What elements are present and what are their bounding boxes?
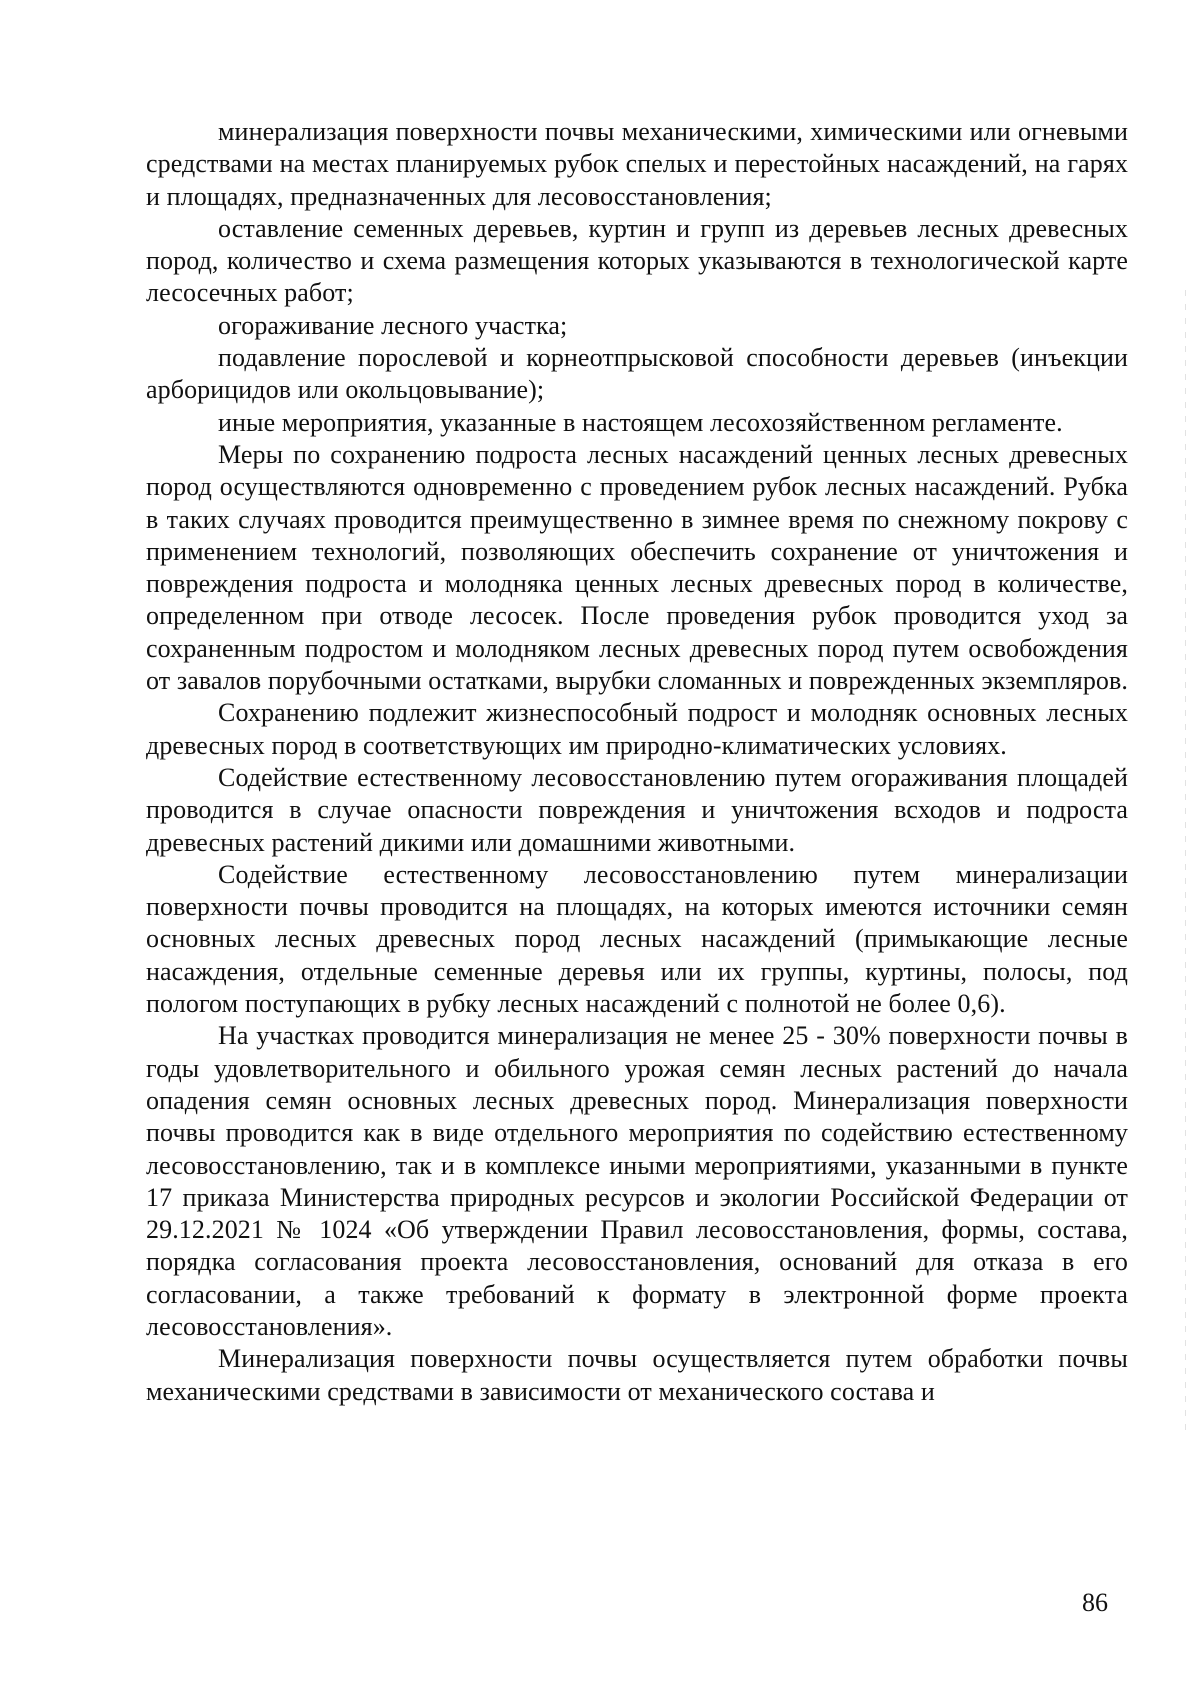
paragraph-mineralization-method: Минерализация поверхности почвы осуществляется путем обработки почвы механическими средствами в зависимости от механического состава и <box>146 1344 1128 1406</box>
page-number: 86 <box>1082 1588 1108 1617</box>
paragraph-mineralization-assistance: Содействие естественному лесовосстановлению путем минерализации поверхности почвы проводится на площадях, на которых имеются источники семян основных лесных древесных пород лесных насаждений (примыкающие лесные насаждения, отдельные семенные деревья или их группы, куртины, полосы, под пологом поступающих в рубку лесных насаждений с полнотой не более 0,6). <box>146 859 1128 1019</box>
paragraph-mineralization-rules: На участках проводится минерализация не менее 25 - 30% поверхности почвы в годы удовлетворительного и обильного урожая семян лесных растений до начала опадения семян основных лесных древесных пород. Минерализация поверхности почвы проводится как в виде отдельного мероприятия по содействию естественному лесовосстановлению, так и в комплексе иными мероприятиями, указанными в пункте 17 приказа Министерства природных ресурсов и экологии Российской Федерации от 29.12.2021 № 1024 «Об утверждении Правил лесовосстановления, формы, состава, порядка согласования проекта лесовосстановления, оснований для отказа в его согласовании, а также требований к формату в электронной форме проекта лесовосстановления». <box>146 1021 1128 1341</box>
paragraph-seed-trees-measure: оставление семенных деревьев, куртин и групп из деревьев лесных древесных пород, количество и схема размещения которых указываются в технологической карте лесосечных работ; <box>146 213 1128 308</box>
paragraph-mineralization-measure: минерализация поверхности почвы механическими, химическими или огневыми средствами на местах планируемых рубок спелых и перестойных насаждений, на гарях и площадях, предназначенных для лесовосстановления; <box>146 117 1128 211</box>
paragraph-other-measures: иные мероприятия, указанные в настоящем лесохозяйственном регламенте. <box>218 407 1063 437</box>
paragraph-fencing-assistance: Содействие естественному лесовосстановлению путем огораживания площадей проводится в случае опасности повреждения и уничтожения всходов и подроста древесных растений дикими или домашними животными. <box>146 762 1128 857</box>
paragraph-viable-undergrowth: Сохранению подлежит жизнеспособный подрост и молодняк основных лесных древесных пород в соответствующих им природно-климатических условиях. <box>146 698 1128 760</box>
paragraph-undergrowth-preservation: Меры по сохранению подроста лесных насаждений ценных лесных древесных пород осуществляются одновременно с проведением рубок лесных насаждений. Рубка в таких случаях проводится преимущественно в зимнее время по снежному покрову с применением технологий, позволяющих обеспечить сохранение от уничтожения и повреждения подроста и молодняка ценных лесных древесных пород в количестве, определенном при отводе лесосек. После проведения рубок проводится уход за сохраненным подростом и молодняком лесных древесных пород путем освобождения от завалов порубочными остатками, вырубки сломанных и поврежденных экземпляров. <box>146 439 1129 696</box>
paragraph-suppression-measure: подавление порослевой и корнеотпрысковой способности деревьев (инъекции арборицидов или окольцовывание); <box>146 343 1128 405</box>
paragraph-fencing-measure: огораживание лесного участка; <box>218 310 568 340</box>
scan-edge-shadow <box>1185 290 1186 1430</box>
document-body <box>146 116 1128 1408</box>
